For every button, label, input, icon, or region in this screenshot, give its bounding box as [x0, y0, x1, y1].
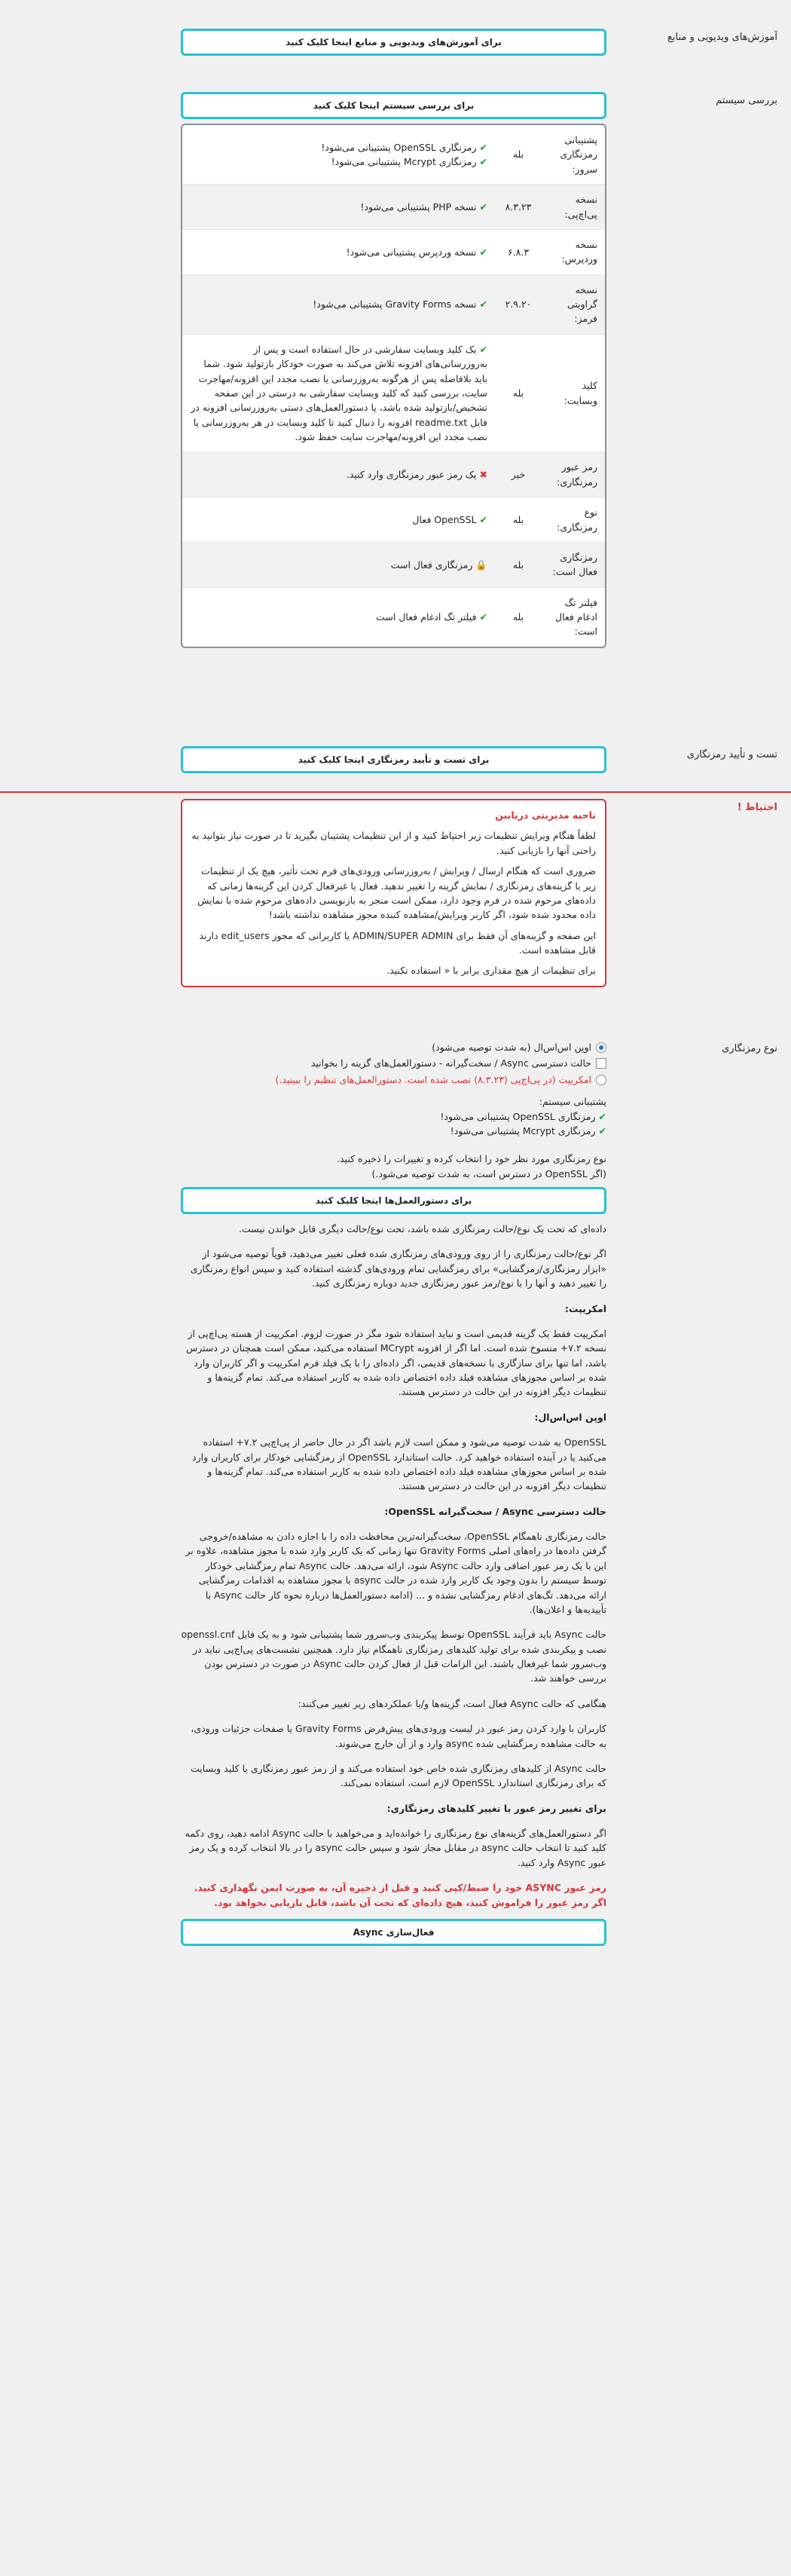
system-check-text: رمزنگاری Mcrypt پشتیبانی می‌شود! — [331, 156, 477, 168]
check-icon: ✔ — [479, 156, 487, 168]
system-check-row — [182, 335, 605, 453]
option-async-label: حالت دسترسی Async / سخت‌گیرانه - دستورالعمل‌های گزینه را بخوانید — [310, 1057, 591, 1069]
check-icon: ✔ — [479, 611, 487, 623]
instructions-paragraph: اگر نوع/حالت رمزنگاری را از روی ورودی‌های رمزنگاری شده فعلی تغییر می‌دهید، قویاً توصیه می‌شود از «ابزار رمزنگاری/رمزگشایی» برای رمزگشایی تمام ورودی‌های گذشته استفاده کنید و سپس انواع رمزنگاری را تغییر دهید و آنها را با نوع/رمز عبور رمزنگاری جدید دوباره رمزنگاری کنید. — [190, 1248, 606, 1290]
caution-p2: ضروری است که هنگام ارسال / ویرایش / به‌روزرسانی ورودی‌های فرم تحت تأثیر، هیچ یک از تنظیمات زیر یا گزینه‌های رمزنگاری / نمایش گزینه را تغییر ندهید. فعال یا غیرفعال کردن این گزینه‌ها زمانی که داده‌های مرحوم شده در فرم وجود دارد، ممکن است منجر به بازنویسی داده‌های مرحوم شده با نمایش داده محدود شده شود، اگر کاربر ویرایش/مشاهده کننده مجوز مشاهده نداشته باشد! — [197, 865, 596, 921]
instructions-paragraph: داده‌ای که تحت یک نوع/حالت رمزنگاری شده باشد، تحت نوع/حالت دیگری قابل خواندن نیست. — [239, 1223, 606, 1234]
instructions-paragraph: اگر دستورالعمل‌های گزینه‌های نوع رمزنگاری را خوانده‌اید و می‌خواهید با حالت Async ادامه دهید، روی دکمه کلید کنید تا انتخاب حالت async در مقابل مجاز شود و سپس حالت async را در بالا انتخاب کرده و یک رمز عبور Async وارد کنید. — [185, 1828, 606, 1868]
instructions-paragraph: امکریپت: — [564, 1302, 606, 1314]
system-check-value: بله — [495, 543, 542, 588]
caution-box — [181, 799, 606, 987]
system-check-text: OpenSSL فعال — [412, 513, 477, 525]
instructions-paragraph: حالت رمزنگاری ناهمگام OpenSSL، سخت‌گیرانه‌ترین محافظت داده را با اجازه دادن به مشاهده/خروجی گرفتن داده‌ها در راه‌های اصلی Gravity Forms تنها زمانی که یک کاربر وارد شده با مجوز مشاهده، علاوه بر این با یک رمز عبور اضافی وارد حالت Async شود، ارائه می‌دهد. حالت Async تمام رمزگشایی خودکار توسط سیستم را بدون وجود یک کاربر وارد شده در حالت async با مجوز مشاهده به اقدامات رمزگشایی ارائه می‌دهد. تگ‌های ادغام رمزگشایی نشده و ... (ادامه دستورالعمل‌ها درباره نحوه کار حالت Async با تأییدیه‌ها و اعلان‌ها). — [185, 1531, 606, 1615]
caution-separator — [0, 791, 791, 793]
instructions-paragraph: اوپن اس‌اس‌ال: — [534, 1411, 606, 1423]
system-check-detail — [182, 125, 495, 185]
system-check-row — [182, 125, 605, 185]
system-check-row — [182, 275, 605, 335]
videos-button[interactable]: برای آموزش‌های ویدیویی و منابع اینجا کلیک کنید — [181, 29, 606, 56]
system-check-row — [182, 230, 605, 275]
system-label: بررسی سیستم — [716, 95, 777, 106]
instructions-paragraph: حالت Async باید فرآیند OpenSSL توسط پیکربندی وب‌سرور شما پشتیبانی شود و به یک فایل openssl.cnf نصب و پیکربندی شده برای تولید کلیدهای رمزنگاری ناهمگام نیاز دارد. همچنین نشست‌های پی‌اچ‌پی نباید در وب‌سرور شما غیرفعال باشند. این الزامات قبل از فعال کردن حالت Async در صورت در دسترس بودن بررسی خواهند شد. — [181, 1629, 606, 1684]
system-check-text: نسخه وردپرس پشتیبانی می‌شود! — [346, 246, 477, 258]
type-note1: نوع رمزنگاری مورد نظر خود را انتخاب کرده و تغییرات را ذخیره کنید. — [337, 1153, 606, 1165]
instructions-paragraph: برای تغییر رمز عبور یا تغییر کلیدهای رمزنگاری: — [386, 1802, 606, 1814]
check-icon: ✔ — [479, 200, 487, 213]
system-check-key: رمز عبور رمزنگاری: — [542, 452, 605, 497]
instructions-text — [181, 1222, 606, 1870]
caution-p4: برای تنظیمات از هیچ مقداری برابر با « استفاده نکنید. — [386, 965, 596, 977]
instructions-paragraph: OpenSSL به شدت توصیه می‌شود و ممکن است لازم باشد اگر در حال حاضر از پی‌اچ‌پی ۷.۲+ استفاده می‌کنید یا در آینده استفاده خواهید کرد. حالت استاندارد OpenSSL از رمزگشایی خودکار برای کاربران وارد شده بر اساس مجوزهای مشاهده فیلد داده اختصاص داده شده به کاربر استفاده می‌کند. تمام گزینه‌ها و تنظیمات دیگر افزونه در این حالت در دسترس هستند. — [192, 1436, 606, 1492]
system-check-text: یک کلید وبسایت سفارشی در حال استفاده است و پس از به‌روزرسانی‌های افزونه تلاش می‌کند به صورت خودکار بازتولید شود. شما باید بلافاصله پس از هرگونه به‌روزرسانی یا نصب مجدد این افزونه/مهاجرت سایت، بررسی کنید که کلید وبسایت سفارشی به درستی در این صفحه تشخیص/بازتولید شده باشد، یا دستورالعمل‌های دستی به‌روزرسانی افزونه در فایل readme.txt افزونه را دنبال کنید تا کلید وبسایت در هر به‌روزرسانی یا نصب مجدد این افزونه/مهاجرت سایت حفظ شود. — [191, 343, 487, 442]
system-check-row — [182, 543, 605, 588]
type-note2: (اگر OpenSSL در دسترس است، به شدت توصیه می‌شود.) — [371, 1167, 606, 1179]
support-openssl: ✔رمزنگاری OpenSSL پشتیبانی می‌شود! — [440, 1110, 606, 1122]
system-check-detail — [182, 275, 495, 335]
system-check-detail — [182, 185, 495, 230]
system-check-text: نسخه Gravity Forms پشتیبانی می‌شود! — [313, 298, 477, 310]
system-check-text: نسخه PHP پشتیبانی می‌شود! — [360, 200, 477, 213]
system-check-text: فیلتر تگ ادغام فعال است — [376, 611, 477, 623]
instructions-paragraph: حالت Async از کلیدهای رمزنگاری شده خاص خود استفاده می‌کند و از رمز عبور رمزنگاری یا کلید وبسایت که برای رمزنگاری استاندارد OpenSSL لازم است، استفاده نمی‌کند. — [190, 1762, 606, 1789]
check-icon: ✔ — [479, 141, 487, 153]
system-check-value: بله — [495, 125, 542, 185]
check-icon: ✔ — [598, 1110, 606, 1122]
system-check-text: رمزنگاری فعال است — [390, 558, 473, 571]
system-check-text: رمزنگاری OpenSSL پشتیبانی می‌شود! — [321, 141, 477, 153]
system-check-text: یک رمز عبور رمزنگاری وارد کنید. — [346, 469, 477, 481]
option-openssl[interactable] — [181, 1040, 606, 1054]
check-icon: ✔ — [479, 513, 487, 525]
instructions-paragraph: حالت دسترسی Async / سخت‌گیرانه OpenSSL: — [384, 1505, 606, 1517]
system-check-key: فیلتر تگ ادغام فعال است: — [555, 596, 597, 638]
option-async[interactable] — [181, 1056, 606, 1070]
system-check-value: بله — [495, 497, 542, 543]
system-check-value: ۶.۸.۳ — [495, 230, 542, 275]
system-check-value: ۸.۳.۲۳ — [495, 185, 542, 230]
system-check-value: بله — [512, 611, 524, 623]
support-title: پشتیبانی سیستم: — [539, 1096, 606, 1108]
lock-icon: 🔒 — [475, 558, 487, 571]
system-check-key: کلید وبسایت: — [542, 335, 605, 453]
system-check-row — [182, 497, 605, 543]
system-check-value: خیر — [495, 452, 542, 497]
instructions-paragraph: هنگامی که حالت Async فعال است، گزینه‌ها و/یا عملکردهای زیر تغییر می‌کنند: — [298, 1697, 606, 1709]
system-check-value: ۲.۹.۲۰ — [495, 275, 542, 335]
system-check-detail — [182, 452, 495, 497]
system-check-detail — [182, 497, 495, 543]
videos-label: آموزش‌های ویدیویی و منابع — [667, 32, 777, 43]
caution-p3: این صفحه و گزینه‌های آن فقط برای ADMIN/SUPER ADMIN یا کاربرانی که مجوز edit_users دارند قابل مشاهده است. — [199, 929, 596, 956]
check-icon: ✔ — [479, 246, 487, 258]
system-check-key: نوع رمزنگاری: — [542, 497, 605, 543]
system-check-key: رمزنگاری فعال است: — [542, 543, 605, 588]
option-openssl-label: اوپن اس‌اس‌ال (به شدت توصیه می‌شود) — [432, 1042, 591, 1053]
system-check-key: پشتیبانی رمزنگاری سرور: — [542, 125, 605, 185]
system-table — [181, 124, 606, 648]
system-check-detail — [182, 230, 495, 275]
support-mcrypt: ✔رمزنگاری Mcrypt پشتیبانی می‌شود! — [450, 1124, 606, 1137]
instructions-paragraph: کاربران با وارد کردن رمز عبور در لیست ورودی‌های پیش‌فرض Gravity Forms یا صفحات جزئیات ورودی، به حالت مشاهده رمزگشایی شده async وارد و از آن خارج می‌شوند. — [191, 1723, 606, 1749]
type-label: نوع رمزنگاری — [722, 1043, 777, 1054]
system-check-key: نسخه پی‌اچ‌پی: — [542, 185, 605, 230]
type-options — [181, 1040, 606, 1946]
cross-icon: ✖ — [479, 469, 487, 481]
option-mcrypt[interactable] — [181, 1072, 606, 1087]
caution-p1: لطفاً هنگام ویرایش تنظیمات زیر احتیاط کنید و از این تنظیمات پشتیبان بگیرید تا در صورت نیاز بتوانید به راحتی آنها را بازیابی کنید. — [191, 830, 596, 856]
checkbox-async[interactable] — [596, 1058, 606, 1069]
check-icon: ✔ — [479, 298, 487, 310]
caution-title: ناحیه مدیریتی دریایین — [495, 809, 596, 821]
check-icon: ✔ — [598, 1124, 606, 1137]
check-icon: ✔ — [479, 343, 487, 355]
system-check-row — [182, 452, 605, 497]
system-check-key: نسخه گراویتی فرمز: — [542, 275, 605, 335]
async-enable-button[interactable]: فعال‌سازی Async — [181, 1919, 606, 1946]
system-check-key: نسخه وردپرس: — [542, 230, 605, 275]
test-button[interactable]: برای تست و تأیید رمزنگاری اینجا کلیک کنید — [181, 746, 606, 773]
test-label: تست و تأیید رمزنگاری — [686, 749, 777, 760]
system-check-row — [182, 185, 605, 230]
system-check-row — [182, 588, 605, 647]
radio-openssl[interactable] — [596, 1042, 606, 1053]
system-check-detail — [182, 588, 495, 647]
async-warning: رمز عبور ASYNC خود را ضبط/کپی کنید و قبل از ذخیره آن، به صورت ایمن نگهداری کنید. اگر رمز عبور را فراموش کنید، هیچ داده‌ای که تحت آن باشد، قابل بازیابی نخواهد بود. — [194, 1882, 606, 1908]
system-check-value: بله — [495, 335, 542, 453]
caution-label: احتیاط ! — [737, 802, 777, 813]
radio-mcrypt[interactable] — [596, 1075, 606, 1085]
system-check-detail — [182, 335, 495, 453]
system-button[interactable]: برای بررسی سیستم اینجا کلیک کنید — [181, 92, 606, 119]
system-check-detail — [182, 543, 495, 588]
instructions-button[interactable]: برای دستورالعمل‌ها اینجا کلیک کنید — [181, 1187, 606, 1214]
option-mcrypt-label: امکریپت (در پی‌اچ‌پی (۸.۳.۲۳) نصب شده است. دستورالعمل‌های تنظیم را ببینید.) — [275, 1073, 591, 1085]
instructions-paragraph: امکریپت فقط یک گزینه قدیمی است و نباید استفاده شود مگر در صورت لزوم. امکریپت از هسته پی‌اچ‌پی از نسخه ۷.۲+ منسوخ شده است. اما اگر از افزونه MCrypt استفاده می‌کنید، ممکن است همچنان در دسترس باشد، اما تنها برای سازگاری با نسخه‌های قدیمی، اگر داده‌ای را با یک فیلد فرم امکریپت و اگر کاربران وارد شده بر اساس مجوزهای مشاهده فیلد داده اختصاص داده شده به کاربر استفاده می‌کند. تمام گزینه‌ها و تنظیمات دیگر افزونه در این حالت در دسترس هستند. — [186, 1327, 606, 1398]
